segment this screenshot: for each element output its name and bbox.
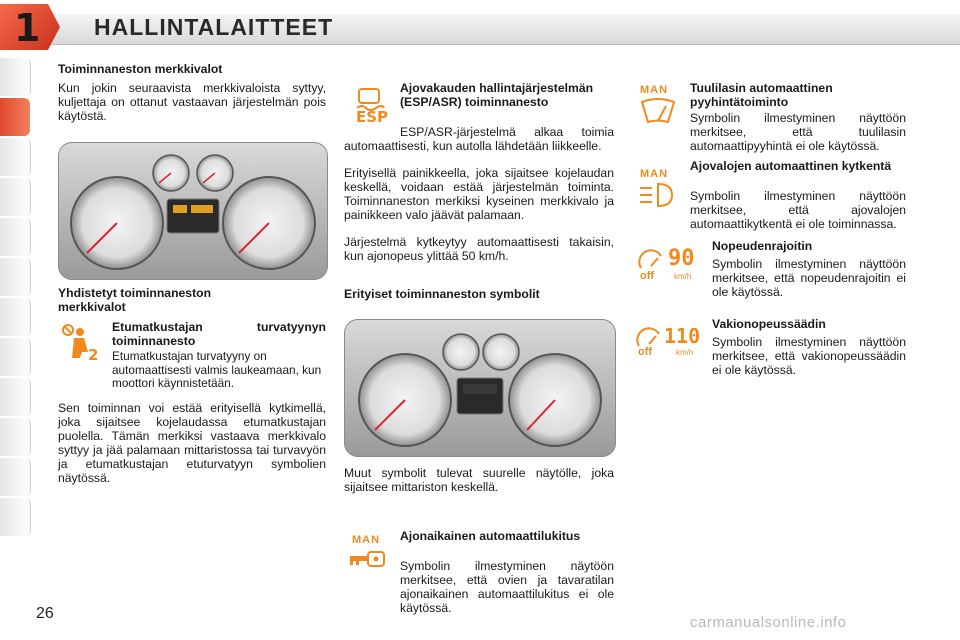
section-title-line: merkkivalot — [58, 299, 126, 314]
chapter-number: 1 — [14, 6, 41, 50]
auto-lock-text: Symbolin ilmestyminen näytöön merkitsee, että ovien ja tavaratilan ajonaikainen automaattilukitus ei ole käytössä. — [400, 559, 614, 615]
auto-lights-off-icon — [638, 168, 678, 212]
wiper-off-icon — [638, 84, 678, 128]
side-tabs — [0, 58, 30, 538]
page-number: 26 — [36, 605, 54, 622]
svg-text:2: 2 — [88, 346, 99, 362]
off-label: off — [640, 270, 655, 282]
kmh-label: km/h — [674, 272, 692, 281]
side-tab[interactable] — [0, 458, 31, 496]
limiter-speed: 90 — [668, 246, 695, 271]
speed-limiter-title: Nopeudenrajoitin — [712, 239, 813, 253]
airbag-paragraph: Sen toiminnan voi estää erityisellä kytkimellä, joka sijaitsee kojelaudassa etumatkustajan puolella. Tämän merkiksi vastaava merkkivalo syttyy ja jää palamaan mittaristossa tai turvavyön ja etumatkustajan etuturvatyyn symbolien näytössä. — [58, 401, 326, 485]
section-title-line: Yhdistetyt toiminnaneston — [58, 286, 212, 300]
instrument-cluster-image-1 — [58, 142, 328, 280]
auto-lock-title: Ajonaikainen automaattilukitus — [400, 529, 581, 543]
side-tab[interactable] — [0, 178, 31, 216]
side-tab[interactable] — [0, 418, 31, 456]
section-text-indicators: Kun jokin seuraavista merkkivaloista syttyy, kuljettaja on ottanut vastaavan järjestelmän pois käytöstä. — [58, 81, 326, 123]
speed-limiter-off-icon — [638, 246, 700, 286]
airbag-off-icon — [58, 322, 102, 362]
side-tab[interactable] — [0, 378, 31, 416]
kmh-label: km/h — [676, 348, 694, 357]
cruise-control-off-icon — [636, 324, 708, 360]
speed-limiter-text: Symbolin ilmestyminen näyttöön merkitsee, että nopeudenrajoitin ei ole käytössä. — [712, 257, 906, 299]
instrument-cluster-drawing — [345, 320, 615, 456]
side-tab[interactable] — [0, 498, 31, 536]
auto-lights-title: Ajovalojen automaattinen kytkentä — [690, 159, 892, 173]
side-tab-active[interactable] — [0, 98, 30, 136]
side-tab[interactable] — [0, 218, 31, 256]
special-symbols-title: Erityiset toiminnaneston symbolit — [344, 287, 540, 301]
wiper-title: Tuulilasin automaattinen pyyhintätoiminto — [690, 81, 833, 109]
esp-text-1: ESP/ASR-järjestelmä alkaa toimia automaattisesti, kun autolla lähdetään liikkeelle. — [344, 125, 614, 153]
instrument-cluster-image-2 — [344, 319, 616, 457]
cruise-speed: 110 — [664, 324, 701, 348]
man-label: MAN — [640, 84, 669, 96]
side-tab[interactable] — [0, 138, 31, 176]
auto-lock-off-icon — [348, 534, 388, 574]
watermark: carmanualsonline.info — [690, 614, 847, 631]
page-title: HALLINTALAITTEET — [94, 14, 334, 40]
esp-label: ESP — [356, 108, 389, 126]
airbag-text: Etumatkustajan turvatyyny on automaattisesti valmis laukeamaan, kun moottori käynnistetään. — [112, 349, 322, 390]
airbag-title: Etumatkustajan turvatyynyn toiminnanesto — [112, 320, 326, 348]
cruise-control-title: Vakionopeussäädin — [712, 317, 826, 331]
esp-off-icon — [352, 84, 388, 126]
side-tab[interactable] — [0, 298, 31, 336]
man-label: MAN — [640, 168, 669, 180]
esp-title: Ajovakauden hallintajärjestelmän (ESP/ASR) toiminnanesto — [400, 81, 594, 109]
auto-lights-text: Symbolin ilmestyminen näyttöön merkitsee, että ajovalojen automaattikytkentä ei ole toiminnassa. — [690, 189, 906, 231]
esp-text-2: Erityisellä painikkeella, joka sijaitsee kojelaudan keskellä, voidaan estää järjestelmän toiminta. Toiminnaneston merkiksi kyseinen merkkivalo ja painikkeen valo jäävät palamaan. — [344, 166, 614, 222]
side-tab[interactable] — [0, 258, 31, 296]
cruise-control-text: Symbolin ilmestyminen näyttöön merkitsee, että vakionopeussäädin ei ole käytössä. — [712, 335, 906, 377]
section-title-combined — [58, 287, 211, 314]
esp-text-3: Järjestelmä kytkeytyy automaattisesti takaisin, kun ajonopeus ylittää 50 km/h. — [344, 235, 614, 263]
side-tab[interactable] — [0, 338, 31, 376]
instrument-cluster-drawing — [59, 143, 327, 279]
wiper-text: Symbolin ilmestyminen näyttöön merkitsee, että tuulilasin automaattipyyhintä ei ole käytössä. — [690, 111, 906, 153]
header — [0, 0, 960, 50]
man-label: MAN — [352, 534, 381, 546]
off-label: off — [638, 346, 653, 358]
special-symbols-text: Muut symbolit tulevat suurelle näytölle, joka sijaitsee mittariston keskellä. — [344, 466, 614, 494]
side-tab[interactable] — [0, 58, 31, 96]
section-title-indicators: Toiminnaneston merkkivalot — [58, 62, 223, 76]
